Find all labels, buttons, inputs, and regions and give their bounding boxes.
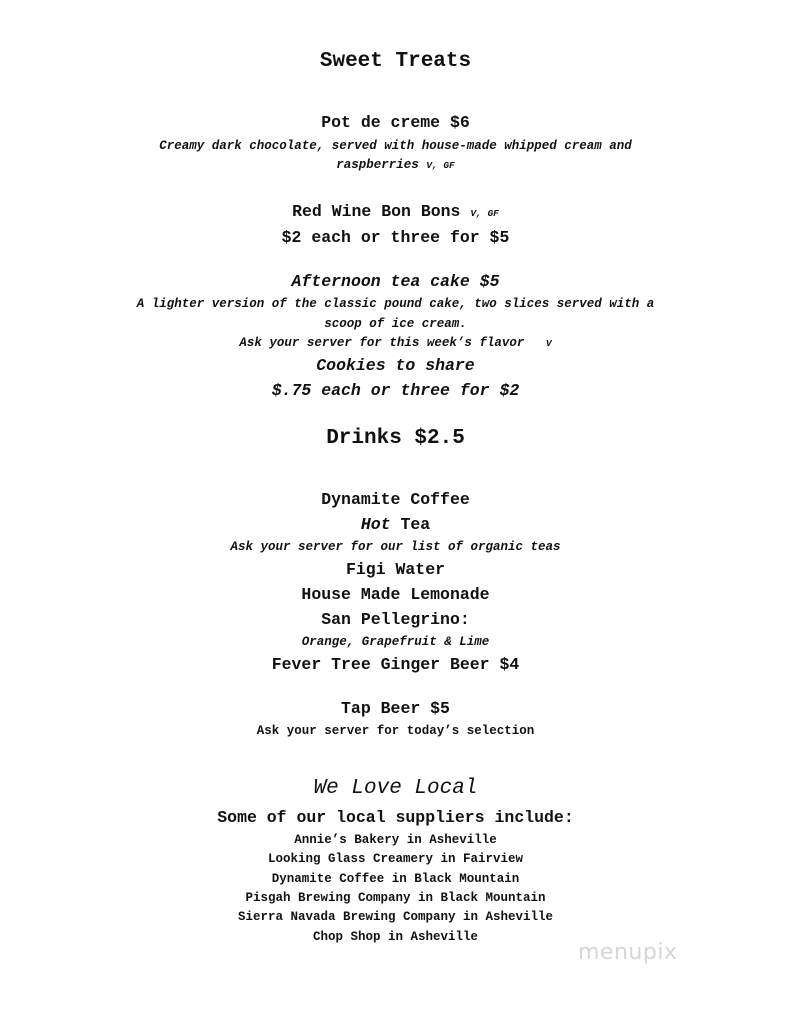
drink-tap-beer: Tap Beer $5 (341, 699, 450, 718)
drink-lemonade: House Made Lemonade (301, 585, 490, 604)
supplier-item: Sierra Navada Brewing Company in Asheville (237, 910, 554, 924)
tea-cake-description-2: scoop of ice cream. (324, 317, 467, 331)
local-intro: Some of our local suppliers include: (217, 808, 574, 827)
pot-de-creme-name: Pot de creme $6 (321, 113, 470, 132)
drink-san-pellegrino: San Pellegrino: (321, 610, 470, 629)
drink-hot-tea-italic: Hot (360, 515, 391, 534)
bon-bons-line (0, 202, 791, 221)
drink-hot-tea (0, 515, 791, 534)
tea-cake-tags: V (545, 338, 552, 349)
supplier-item: Chop Shop in Asheville (312, 930, 479, 944)
tea-cake-flavor-note: Ask your server for this week’s flavor (239, 336, 525, 350)
drink-hot-tea-name: Tea (400, 515, 431, 534)
supplier-item: Looking Glass Creamery in Fairview (267, 852, 524, 866)
menupix-watermark: menupix (578, 940, 678, 965)
drink-dynamite-coffee: Dynamite Coffee (321, 490, 470, 509)
pot-de-creme-description-2 (0, 158, 791, 172)
drink-hot-tea-description: Ask your server for our list of organic teas (230, 540, 561, 554)
cookies-name: Cookies to share (316, 356, 475, 375)
drink-tap-beer-description: Ask your server for today’s selection (256, 724, 535, 738)
tea-cake-description: A lighter version of the classic pound cake, two slices served with a (136, 297, 655, 311)
pot-de-creme-tags: V, GF (426, 160, 455, 171)
bon-bons-tags: V, GF (470, 208, 499, 219)
tea-cake-name: Afternoon tea cake $5 (291, 272, 500, 291)
sweet-treats-heading: Sweet Treats (319, 50, 472, 73)
local-heading: We Love Local (313, 777, 478, 800)
drink-san-pellegrino-flavors: Orange, Grapefruit & Lime (301, 635, 490, 649)
drinks-heading: Drinks $2.5 (326, 427, 465, 450)
supplier-item: Dynamite Coffee in Black Mountain (271, 872, 520, 886)
bon-bons-name: Red Wine Bon Bons (292, 202, 461, 221)
drink-figi-water: Figi Water (345, 560, 446, 579)
pot-de-creme-description: Creamy dark chocolate, served with house-made whipped cream and (159, 139, 632, 153)
cookies-price: $.75 each or three for $2 (271, 381, 520, 400)
supplier-item: Annie’s Bakery in Asheville (294, 833, 497, 847)
bon-bons-price: $2 each or three for $5 (281, 228, 510, 247)
tea-cake-flavor-line (0, 336, 791, 350)
drink-ginger-beer: Fever Tree Ginger Beer $4 (271, 655, 520, 674)
supplier-item: Pisgah Brewing Company in Black Mountain (245, 891, 546, 905)
pot-de-creme-description-end: raspberries (336, 158, 419, 172)
